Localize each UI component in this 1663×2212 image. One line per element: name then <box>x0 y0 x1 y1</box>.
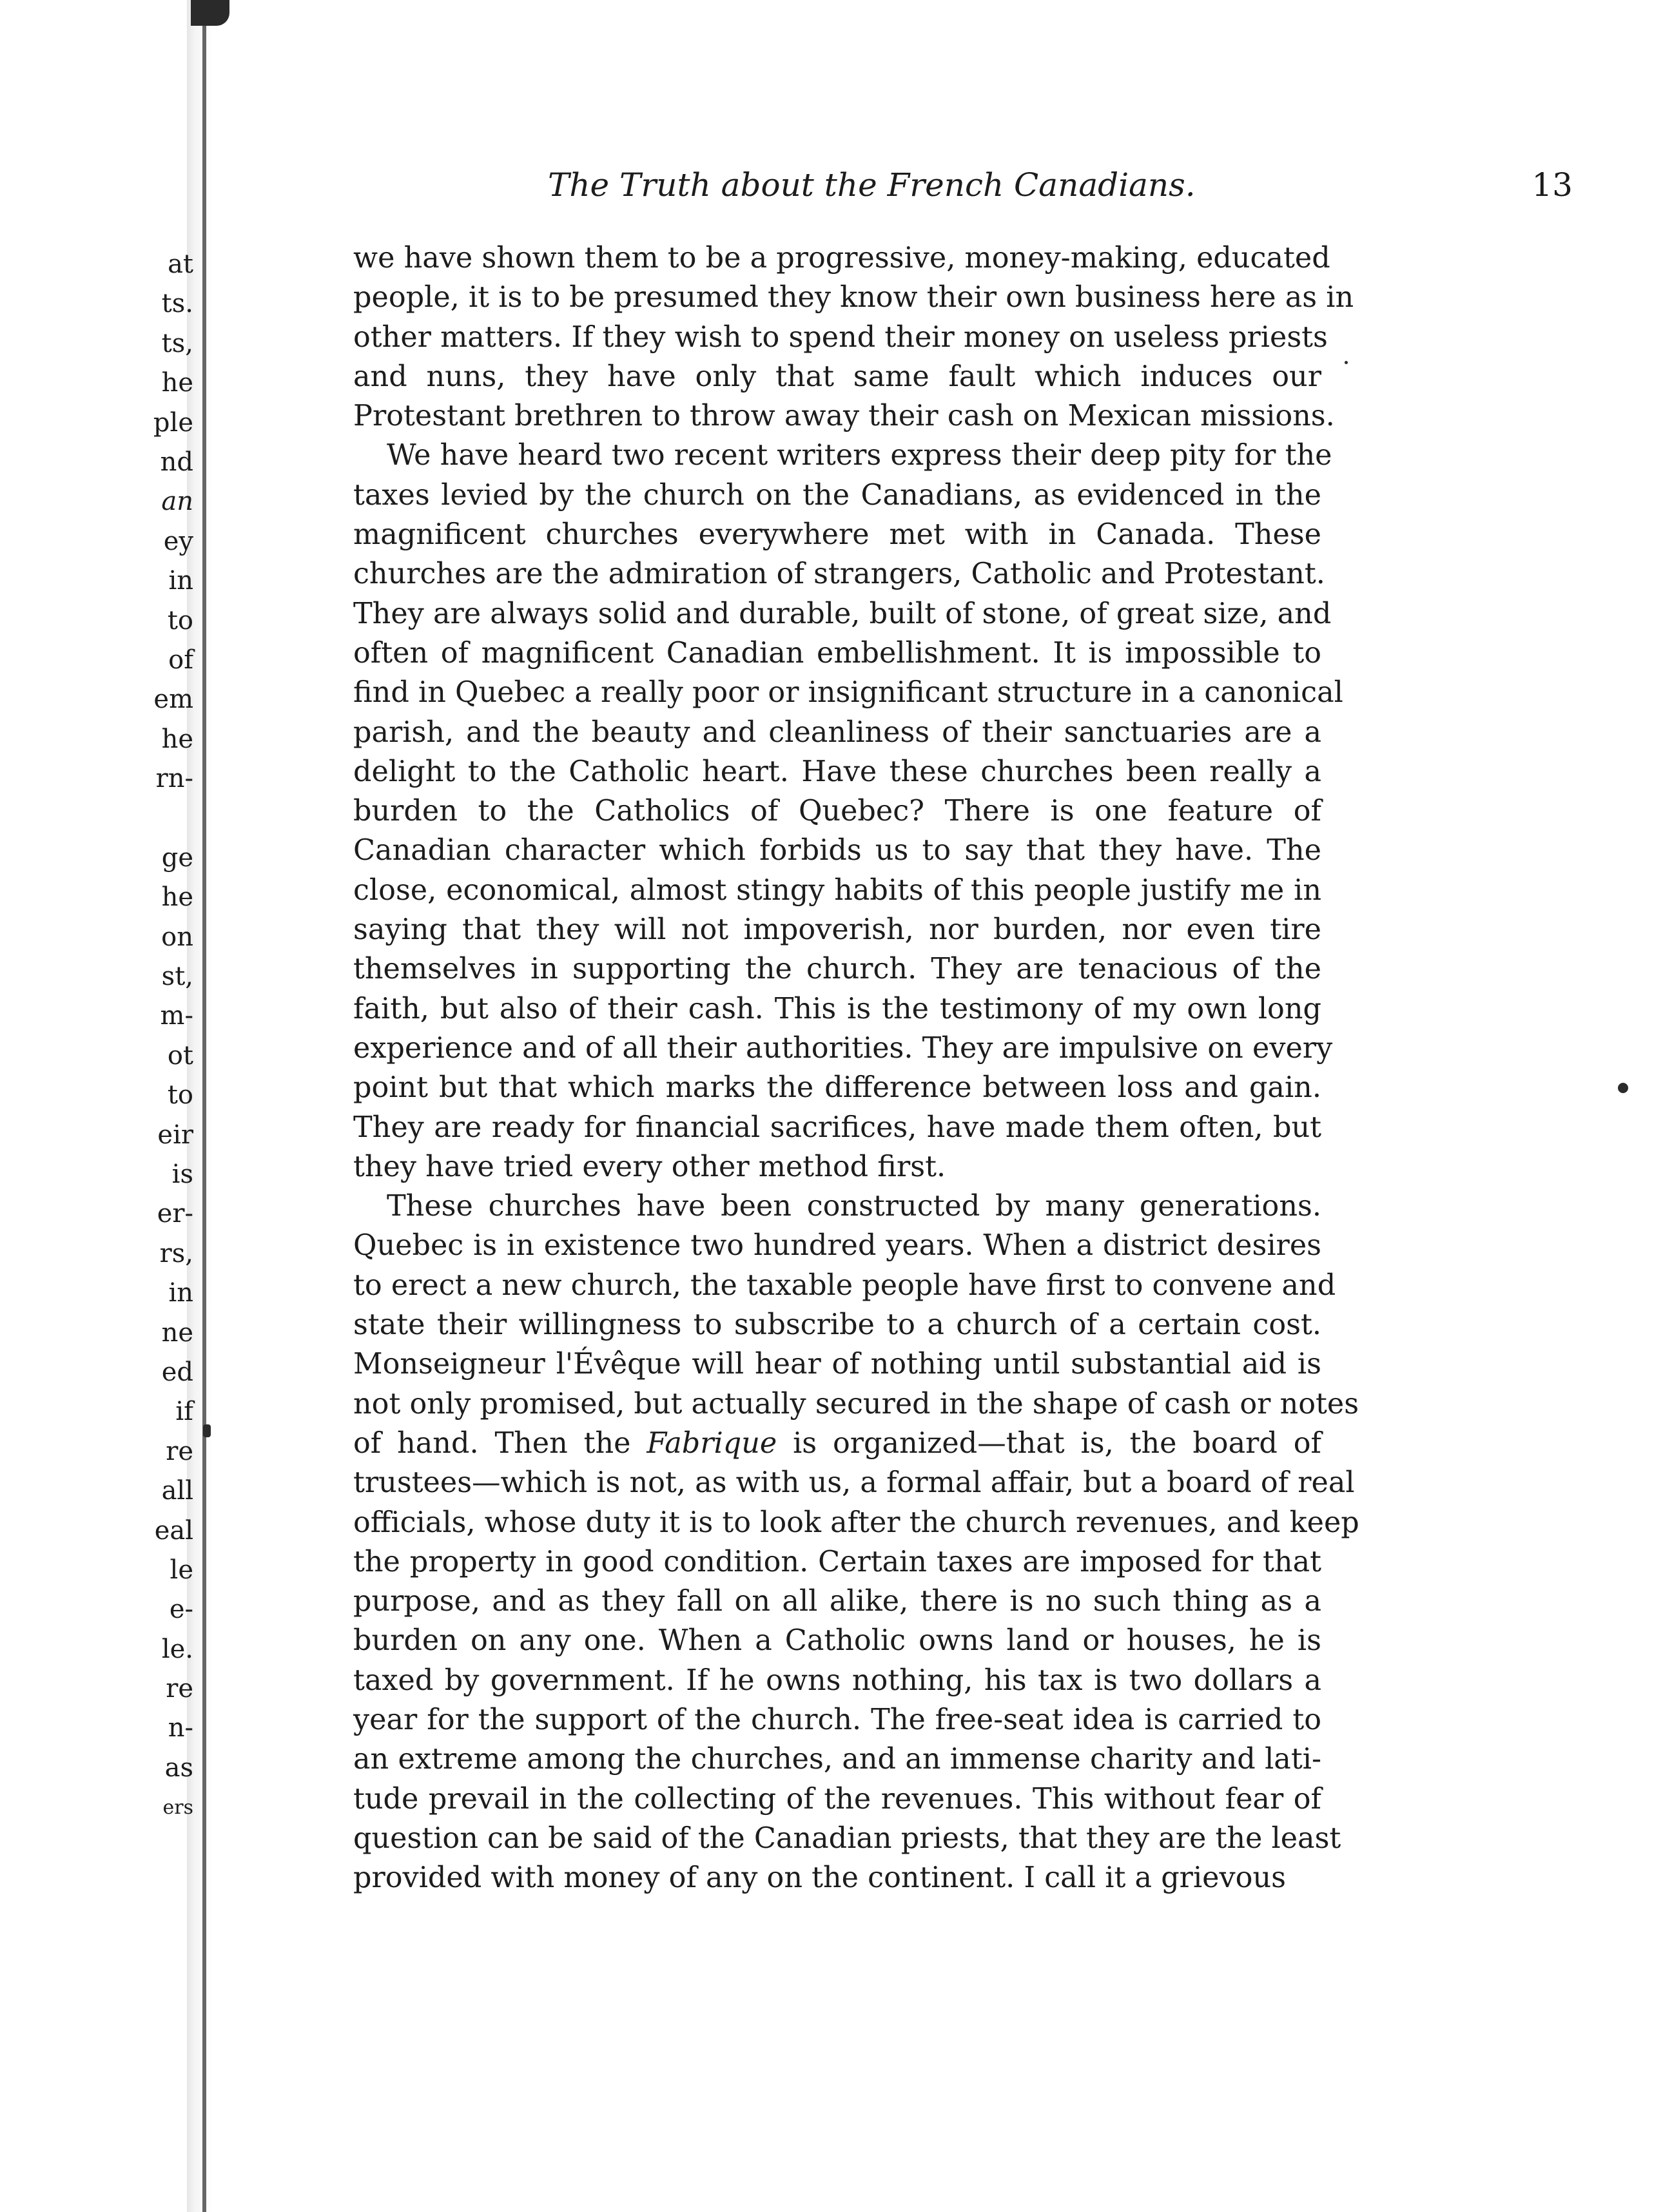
text-line: people, it is to be presumed they know their own business here as in <box>353 281 1354 315</box>
text-line: tude prevail in the collecting of the revenues. This without fear of <box>353 1782 1321 1816</box>
text-line: magnificent churches everywhere met with in Canada. These <box>353 518 1321 552</box>
fragment-line: ers <box>162 1796 193 1819</box>
fragment-line: in <box>168 566 193 596</box>
text-fragment: is organized—that is, the board of <box>777 1426 1321 1460</box>
running-head <box>548 166 1599 218</box>
fragment-line: ot <box>167 1040 193 1071</box>
text-line: we have shown them to be a progressive, money-making, educated <box>353 242 1330 275</box>
previous-page-fragments <box>0 245 193 1828</box>
text-line: delight to the Catholic heart. Have these churches been really a <box>353 755 1321 788</box>
page-number: 13 <box>1532 166 1573 204</box>
text-line: the property in good condition. Certain taxes are imposed for that <box>353 1545 1321 1578</box>
text-fragment: of hand. Then the <box>353 1426 647 1460</box>
fragment-line: at <box>168 249 193 279</box>
text-line: trustees—which is not, as with us, a formal affair, but a board of real <box>353 1466 1355 1500</box>
text-line: purpose, and as they fall on all alike, there is no such thing as a <box>353 1585 1321 1618</box>
fragment-line: ts. <box>161 289 193 319</box>
text-line: These churches have been constructed by many generations. <box>387 1190 1321 1223</box>
text-line: Protestant brethren to throw away their cash on Mexican missions. <box>353 400 1335 433</box>
fragment-line: ne <box>161 1317 193 1348</box>
text-line: themselves in supporting the church. They are tenacious of the <box>353 953 1321 986</box>
fragment-line: if <box>175 1397 193 1427</box>
fragment-line: ge <box>161 842 193 873</box>
text-line: parish, and the beauty and cleanliness of their sanctuaries are a <box>353 715 1321 749</box>
text-line: churches are the admiration of strangers, Catholic and Protestant. <box>353 558 1325 591</box>
text-line: they have tried every other method first. <box>353 1150 946 1183</box>
fragment-line <box>0 799 193 838</box>
fragment-line: ple <box>153 407 193 438</box>
fragment-line: ts, <box>161 328 193 358</box>
text-line: taxed by government. If he owns nothing, his tax is two dollars a <box>353 1664 1321 1697</box>
fragment-line: ey <box>163 526 193 556</box>
text-line <box>353 1424 1321 1463</box>
scan-speck <box>1618 1083 1628 1093</box>
fragment-line: an <box>161 487 193 517</box>
fragment-line: le <box>170 1555 193 1585</box>
fragment-line: in <box>168 1278 193 1308</box>
text-line: burden on any one. When a Catholic owns land or houses, he is <box>353 1624 1321 1658</box>
text-line: Quebec is in existence two hundred years. When a district desires <box>353 1229 1321 1263</box>
fragment-line: re <box>166 1674 193 1704</box>
text-line: question can be said of the Canadian priests, that they are the least <box>353 1821 1341 1855</box>
fragment-line: he <box>161 368 193 398</box>
fragment-line: ed <box>161 1357 193 1387</box>
fragment-line: of <box>168 645 193 675</box>
fragment-line: as <box>164 1752 193 1783</box>
fragment-line: n- <box>168 1713 193 1743</box>
fragment-line: e- <box>169 1595 193 1625</box>
text-line: burden to the Catholics of Quebec? There is one feature of <box>353 795 1321 828</box>
text-line: officials, whose duty it is to look after the church revenues, and keep <box>353 1506 1359 1539</box>
fragment-line: to <box>167 605 193 635</box>
text-line: to erect a new church, the taxable people have first to convene and <box>353 1268 1336 1302</box>
text-line: We have heard two recent writers express their deep pity for the <box>387 439 1332 472</box>
text-line: an extreme among the churches, and an immense charity and lati- <box>353 1743 1321 1776</box>
running-title: The Truth about the French Canadians. <box>548 166 1196 204</box>
text-line: not only promised, but actually secured in the shape of cash or notes <box>353 1387 1359 1421</box>
text-line: state their willingness to subscribe to a church of a certain cost. <box>353 1308 1321 1342</box>
text-line: They are ready for financial sacrifices, have made them often, but <box>353 1111 1321 1144</box>
fragment-line: he <box>161 882 193 913</box>
fragment-line: he <box>161 724 193 754</box>
text-line: close, economical, almost stingy habits of this people justify me in <box>353 873 1321 907</box>
text-line: other matters. If they wish to spend their money on useless priests <box>353 320 1328 354</box>
text-line: faith, but also of their cash. This is the testimony of my own long <box>353 992 1321 1025</box>
fragment-line: rn- <box>155 764 193 794</box>
fragment-line: all <box>161 1476 193 1506</box>
text-line: point but that which marks the difference between loss and gain. <box>353 1071 1321 1105</box>
body-text <box>353 238 1359 1897</box>
text-line: and nuns, they have only that same fault which induces our <box>353 360 1321 393</box>
fragment-line: to <box>167 1080 193 1111</box>
fragment-line: is <box>171 1159 193 1189</box>
fragment-line: re <box>166 1436 193 1466</box>
text-line: year for the support of the church. The free-seat idea is carried to <box>353 1703 1321 1736</box>
binding-edge <box>202 0 206 2212</box>
fragment-line: eir <box>157 1120 193 1150</box>
text-line: saying that they will not impoverish, nor burden, nor even tire <box>353 913 1321 947</box>
fragment-line: le. <box>161 1634 193 1664</box>
scan-smudge <box>191 0 229 26</box>
fragment-line: rs, <box>159 1238 193 1268</box>
text-line: provided with money of any on the continent. I call it a grievous <box>353 1861 1286 1895</box>
text-line: experience and of all their authorities. They are impulsive on every <box>353 1031 1333 1065</box>
fragment-line: eal <box>154 1515 193 1546</box>
fragment-line: st, <box>161 962 193 992</box>
text-line: They are always solid and durable, built of stone, of great size, and <box>353 597 1332 630</box>
text-line: taxes levied by the church on the Canadians, as evidenced in the <box>353 478 1321 512</box>
italic-term: Fabrique <box>647 1426 777 1460</box>
fragment-line: nd <box>160 447 193 477</box>
text-line: Canadian character which forbids us to say that they have. The <box>353 834 1321 868</box>
scan-speck <box>1345 361 1348 364</box>
text-line: find in Quebec a really poor or insignificant structure in a canonical <box>353 676 1343 710</box>
fragment-line: on <box>161 922 193 952</box>
text-line: Monseigneur l'Évêque will hear of nothing until substantial aid is <box>353 1348 1321 1381</box>
text-line: often of magnificent Canadian embellishment. It is impossible to <box>353 636 1321 670</box>
fragment-line: em <box>153 684 193 715</box>
scan-speck <box>203 1424 211 1437</box>
fragment-line: m- <box>160 1001 193 1031</box>
fragment-line: er- <box>157 1199 193 1229</box>
